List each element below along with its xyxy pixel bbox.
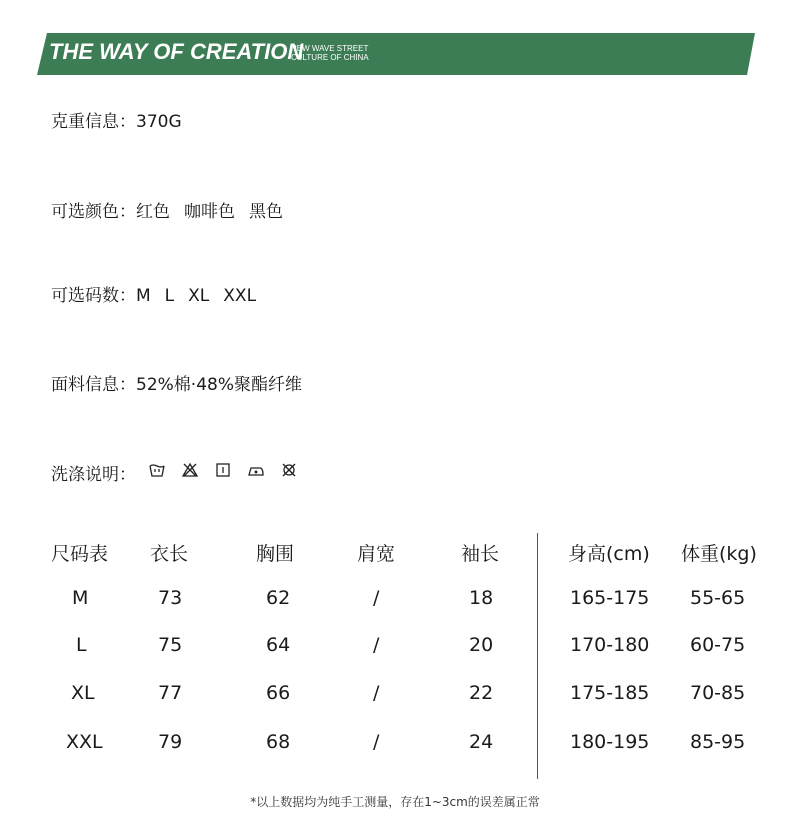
- table-header: 肩宽: [357, 543, 396, 565]
- length-cell: 79: [158, 731, 183, 753]
- color-option: 黑色: [249, 202, 283, 222]
- size-cell: XXL: [66, 731, 103, 753]
- chest-cell: 66: [266, 682, 291, 704]
- fabric-value: 52%棉·48%聚酯纤维: [136, 375, 302, 395]
- color-option: 咖啡色: [184, 202, 235, 222]
- shoulder-cell: /: [373, 587, 380, 609]
- size-option: XL: [188, 286, 210, 306]
- table-header: 尺码表: [51, 543, 109, 565]
- table-divider: [537, 533, 538, 779]
- chest-cell: 62: [266, 587, 291, 609]
- wash-label: 洗涤说明：: [51, 465, 136, 485]
- fabric-label: 面料信息：: [51, 375, 136, 395]
- size-cell: L: [76, 634, 87, 656]
- size-cell: M: [72, 587, 89, 609]
- size-label: 可选码数：: [51, 286, 136, 306]
- length-cell: 75: [158, 634, 183, 656]
- height-cell: 180-195: [570, 731, 650, 753]
- color-label: 可选颜色：: [51, 202, 136, 222]
- weight-cell: 55-65: [690, 587, 746, 609]
- no-dry-clean-icon: [280, 461, 298, 479]
- length-cell: 73: [158, 587, 183, 609]
- tumble-dry-icon: [214, 461, 232, 479]
- size-option: XXL: [223, 286, 257, 306]
- length-cell: 77: [158, 682, 183, 704]
- weight-cell: 85-95: [690, 731, 746, 753]
- header-banner: [37, 33, 755, 75]
- table-header: 袖长: [461, 543, 500, 565]
- chest-cell: 64: [266, 634, 291, 656]
- shoulder-cell: /: [373, 682, 380, 704]
- height-cell: 165-175: [570, 587, 650, 609]
- banner-subtitle: [291, 44, 369, 62]
- height-cell: 170-180: [570, 634, 650, 656]
- size-info: [51, 281, 256, 306]
- weight-value: 370G: [136, 112, 182, 132]
- wash-basin-icon: [148, 461, 166, 479]
- sleeve-cell: 22: [469, 682, 494, 704]
- care-icons: [148, 461, 298, 479]
- sleeve-cell: 18: [469, 587, 494, 609]
- table-header: 体重(kg): [681, 543, 757, 565]
- measurement-note: *以上数据均为纯手工测量，存在1~3cm的误差属正常: [250, 795, 540, 809]
- shoulder-cell: /: [373, 634, 380, 656]
- color-info: [51, 197, 283, 222]
- table-header: 衣长: [150, 543, 189, 565]
- no-bleach-icon: [181, 461, 199, 479]
- weight-cell: 70-85: [690, 682, 746, 704]
- size-option: M: [136, 286, 151, 306]
- height-cell: 175-185: [570, 682, 650, 704]
- chest-cell: 68: [266, 731, 291, 753]
- weight-cell: 60-75: [690, 634, 746, 656]
- sleeve-cell: 24: [469, 731, 494, 753]
- size-option: L: [164, 286, 175, 306]
- table-header: 胸围: [256, 543, 295, 565]
- banner-title: THE WAY OF CREATION: [49, 39, 304, 64]
- shoulder-cell: /: [373, 731, 380, 753]
- sleeve-cell: 20: [469, 634, 494, 656]
- wash-info: [51, 460, 136, 485]
- iron-icon: [247, 461, 265, 479]
- fabric-info: [51, 370, 302, 395]
- color-option: 红色: [136, 202, 170, 222]
- banner-subtitle-line2: CULTURE OF CHINA: [291, 53, 369, 62]
- size-cell: XL: [71, 682, 95, 704]
- banner-subtitle-line1: NEW WAVE STREET: [291, 44, 369, 53]
- weight-label: 克重信息：: [51, 112, 136, 132]
- table-header: 身高(cm): [568, 543, 650, 565]
- weight-info: [51, 107, 182, 132]
